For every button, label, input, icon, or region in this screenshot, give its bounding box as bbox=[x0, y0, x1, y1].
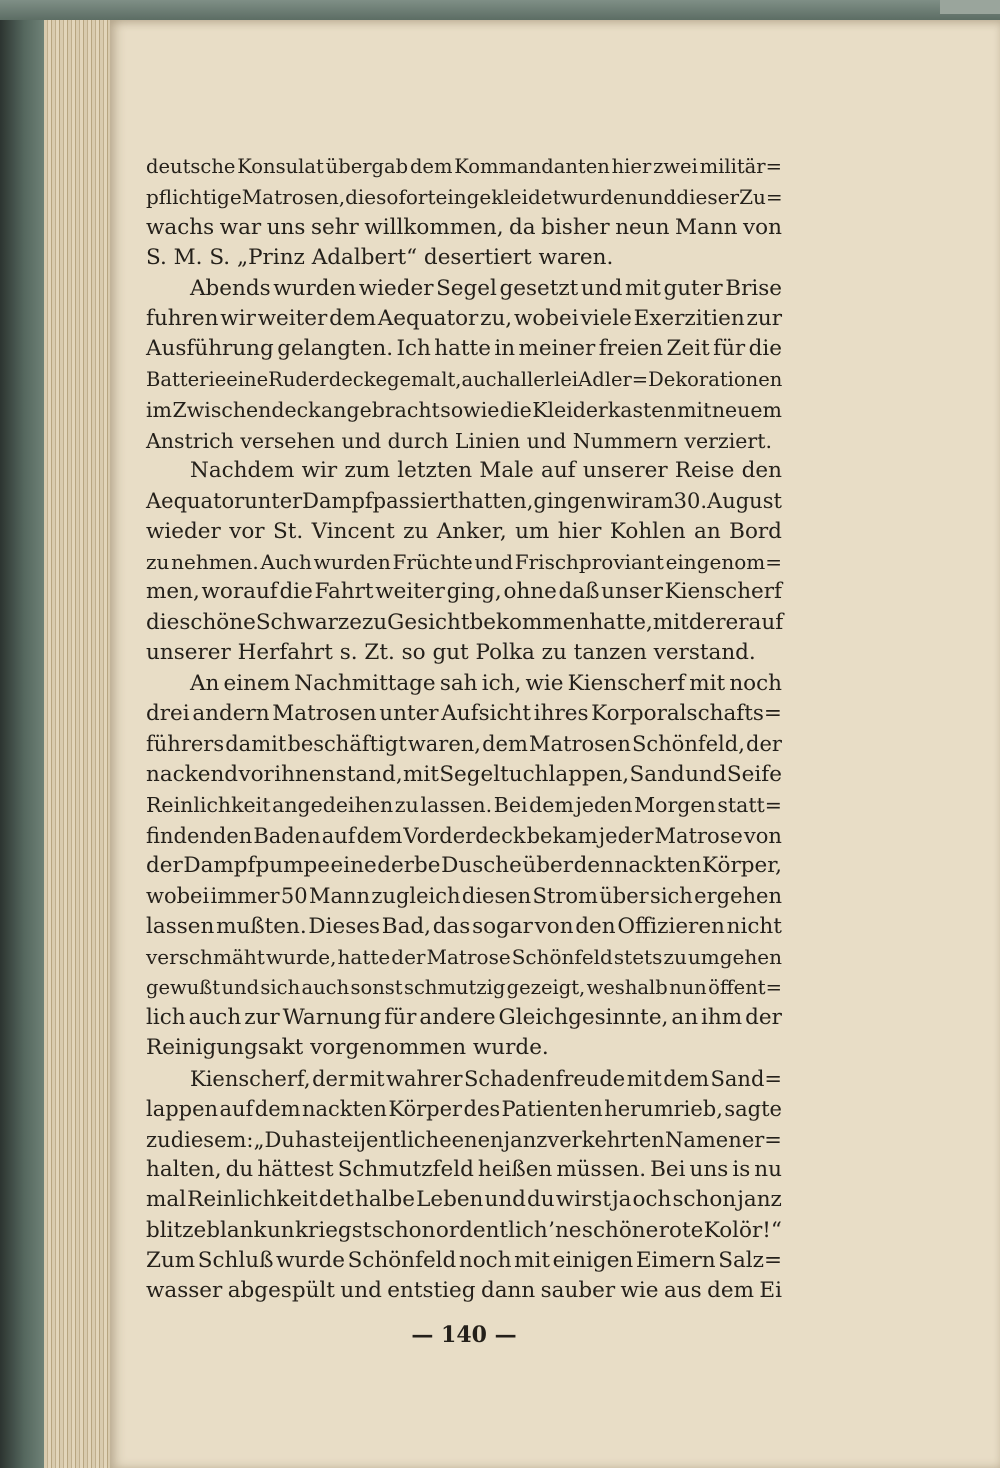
text-line: nackend vor ihnen stand, mit Segeltuchlappen, Sand und Seife bbox=[146, 761, 782, 787]
scan-corner-mark bbox=[940, 0, 1000, 14]
paragraph bbox=[146, 1064, 782, 1307]
text-line: drei andern Matrosen unter Aufsicht ihres Korporalschafts= bbox=[146, 701, 782, 727]
page-number: — 140 — bbox=[411, 1322, 517, 1348]
book-cover-edge bbox=[0, 0, 44, 1468]
text-line: lappen auf dem nackten Körper des Patienten herumrieb, sagte bbox=[146, 1097, 782, 1122]
text-line: Ausführung gelangten. Ich hatte in meiner freien Zeit für die bbox=[146, 336, 782, 362]
text-line: men, worauf die Fahrt weiter ging, ohne daß unser Kienscherf bbox=[146, 579, 782, 605]
text-line: Aequator unter Dampf passiert hatten, gingen wir am 30. August bbox=[146, 489, 782, 514]
text-line: zu diesem: „Du hast eijentlich eenen janz verkehrten Namen er= bbox=[146, 1127, 782, 1152]
text-line: unserer Herfahrt s. Zt. so gut Polka zu tanzen verstand. bbox=[146, 640, 756, 666]
text-line: fuhren wir weiter dem Aequator zu, wobei viele Exerzitien zur bbox=[146, 305, 782, 331]
text-line: wachs war uns sehr willkommen, da bisher neun Mann von bbox=[146, 214, 782, 240]
text-line: mal Reinlichkeit det halbe Leben und du wirst ja och schon janz bbox=[146, 1187, 782, 1213]
text-line: im Zwischendeck angebracht sowie die Kleiderkasten mit neuem bbox=[146, 398, 782, 423]
text-line: wieder vor St. Vincent zu Anker, um hier Kohlen an Bord bbox=[146, 518, 782, 544]
text-line: Reinigungsakt vorgenommen wurde. bbox=[146, 1035, 549, 1061]
text-line: An einem Nachmittage sah ich, wie Kienscherf mit noch bbox=[190, 670, 782, 696]
text-line: die schöne Schwarze zu Gesicht bekommen hatte, mit der er auf bbox=[146, 609, 784, 635]
text-line: gewußt und sich auch sonst schmutzig gezeigt, weshalb nun öffent= bbox=[146, 975, 782, 999]
text-line: führers damit beschäftigt waren, dem Matrosen Schönfeld, der bbox=[146, 732, 782, 757]
text-line: Abends wurden wieder Segel gesetzt und mit guter Brise bbox=[190, 275, 782, 301]
text-line: wasser abgespült und entstieg dann sauber wie aus dem Ei bbox=[146, 1278, 782, 1304]
text-line: zu nehmen. Auch wurden Früchte und Frischproviant eingenom= bbox=[146, 550, 782, 575]
page-stack-edges bbox=[44, 20, 114, 1468]
text-line: Kienscherf, der mit wahrer Schadenfreude mit dem Sand= bbox=[190, 1066, 782, 1091]
text-line: wobei immer 50 Mann zugleich diesen Strom über sich ergehen bbox=[146, 884, 782, 909]
text-line: lassen mußten. Dieses Bad, das sogar von den Offizieren nicht bbox=[146, 913, 782, 939]
text-line: lich auch zur Warnung für andere Gleichgesinnte, an ihm der bbox=[146, 1004, 782, 1030]
text-line: findenden Baden auf dem Vorderdeck bekam jeder Matrose von bbox=[146, 823, 782, 848]
paragraph bbox=[146, 274, 782, 456]
text-line: pflichtige Matrosen, die sofort eingekleidet wurden und dieser Zu= bbox=[146, 185, 783, 210]
text-line: Nachdem wir zum letzten Male auf unserer Reise den bbox=[190, 457, 782, 483]
paragraph bbox=[146, 456, 782, 669]
text-line: deutsche Konsulat übergab dem Kommandanten hier zwei militär= bbox=[146, 155, 782, 178]
text-line: halten, du hättest Schmutzfeld heißen müssen. Bei uns is nu bbox=[146, 1156, 782, 1182]
text-line: Zum Schluß wurde Schönfeld noch mit einigen Eimern Salz= bbox=[146, 1248, 782, 1274]
book-cover-top bbox=[0, 0, 1000, 20]
text-line: Batterie eine Ruderdecke gemalt, auch allerlei Adler=Dekorationen bbox=[146, 367, 783, 391]
body-text bbox=[146, 152, 782, 1307]
text-line: Anstrich versehen und durch Linien und Nummern verziert. bbox=[146, 428, 772, 453]
paragraph bbox=[146, 152, 782, 274]
text-line: blitzeblank un kriegst schon ordentlich ’ne schöne rote Kolör!“ bbox=[146, 1217, 782, 1243]
paragraph bbox=[146, 669, 782, 1064]
text-line: verschmäht wurde, hatte der Matrose Schönfeld stets zu umgehen bbox=[146, 945, 782, 970]
text-line: S. M. S. „Prinz Adalbert“ desertiert waren. bbox=[146, 245, 614, 271]
text-line: der Dampfpumpe eine derbe Dusche über den nackten Körper, bbox=[146, 852, 782, 878]
text-line: Reinlichkeit angedeihen zu lassen. Bei dem jeden Morgen statt= bbox=[146, 793, 782, 818]
